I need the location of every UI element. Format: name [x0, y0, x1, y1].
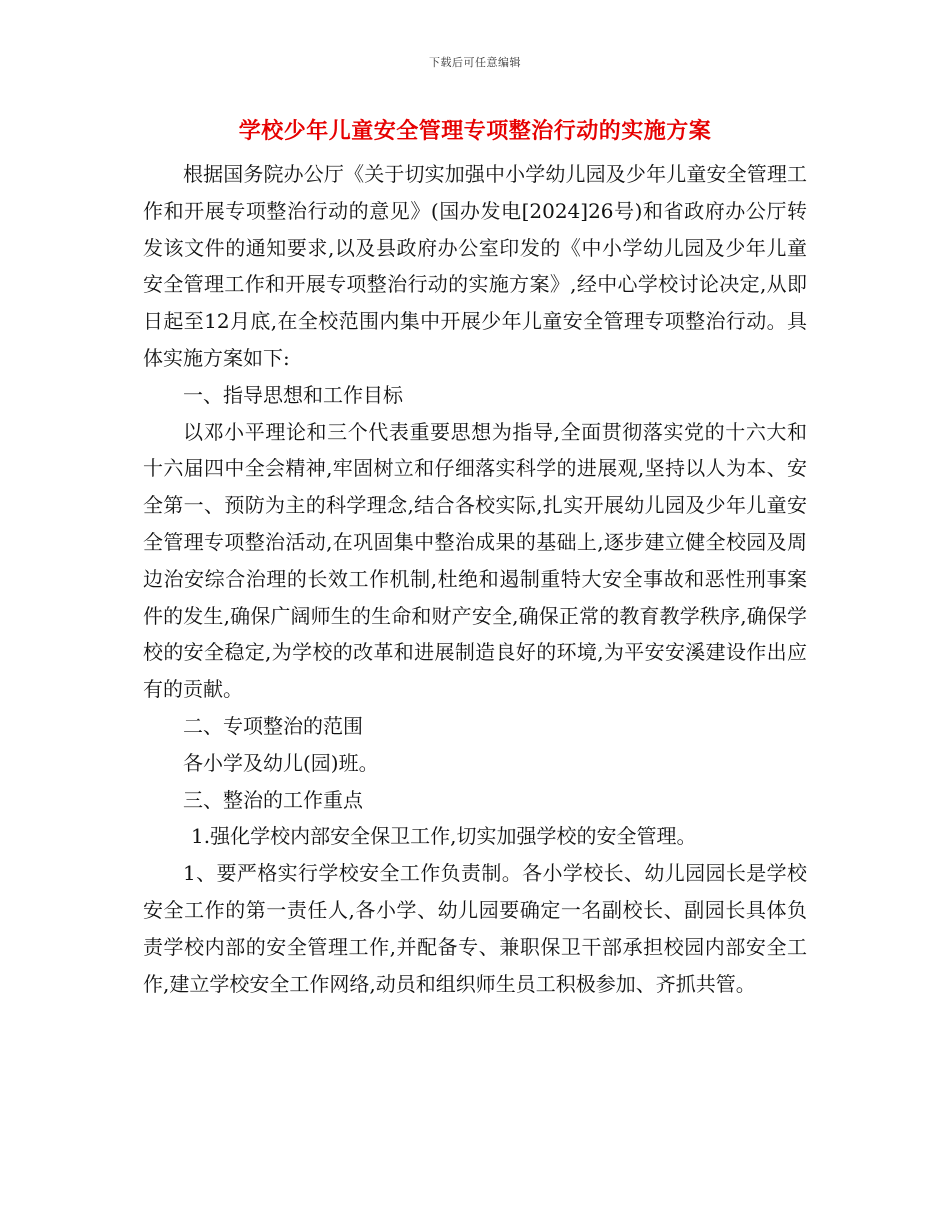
paragraph-intro: 根据国务院办公厅《关于切实加强中小学幼儿园及少年儿童安全管理工作和开展专项整治行动的意见》(国办发电[2024]26号)和省政府办公厅转发该文件的通知要求,以及县政府办公室印发的《中小学幼儿园及少年儿童安全管理工作和开展专项整治行动的实施方案》,经中心学校讨论决定,从即日起至12月底,在全校范围内集中开展少年儿童安全管理专项整治行动。具体实施方案如下: — [143, 162, 807, 370]
paragraph-guiding-ideology: 以邓小平理论和三个代表重要思想为指导,全面贯彻落实党的十六大和十六届四中全会精神,牢固树立和仔细落实科学的进展观,坚持以人为本、安全第一、预防为主的科学理念,结合各校实际,扎实开展幼儿园及少年儿童安全管理专项整治活动,在巩固集中整治成果的基础上,逐步建立健全校园及周边治安综合治理的长效工作机制,杜绝和遏制重特大安全事故和恶性刑事案件的发生,确保广阔师生的生命和财产安全,确保正常的教育教学秩序,确保学校的安全稳定,为学校的改革和进展制造良好的环境,为平安安溪建设作出应有的贡献。 — [143, 419, 807, 702]
paragraph-key-point-1: 1.强化学校内部安全保卫工作,切实加强学校的安全管理。 — [191, 824, 697, 849]
paragraph-responsibility-system: 1、要严格实行学校安全工作负责制。各小学校长、幼儿园园长是学校安全工作的第一责任人,各小学、幼儿园要确定一名副校长、副园长具体负责学校内部的安全管理工作,并配备专、兼职保卫干部承担校园内部安全工作,建立学校安全工作网络,动员和组织师生员工积极参加、齐抓共管。 — [143, 861, 807, 996]
section-heading-key-points: 三、整治的工作重点 — [183, 787, 363, 812]
header-note: 下载后可任意编辑 — [429, 56, 521, 69]
section-heading-guiding-ideology: 一、指导思想和工作目标 — [183, 382, 403, 407]
paragraph-scope: 各小学及幼儿(园)班。 — [183, 750, 379, 775]
document-body — [143, 156, 807, 1002]
section-heading-scope: 二、专项整治的范围 — [183, 713, 363, 738]
document-title: 学校少年儿童安全管理专项整治行动的实施方案 — [238, 118, 712, 144]
